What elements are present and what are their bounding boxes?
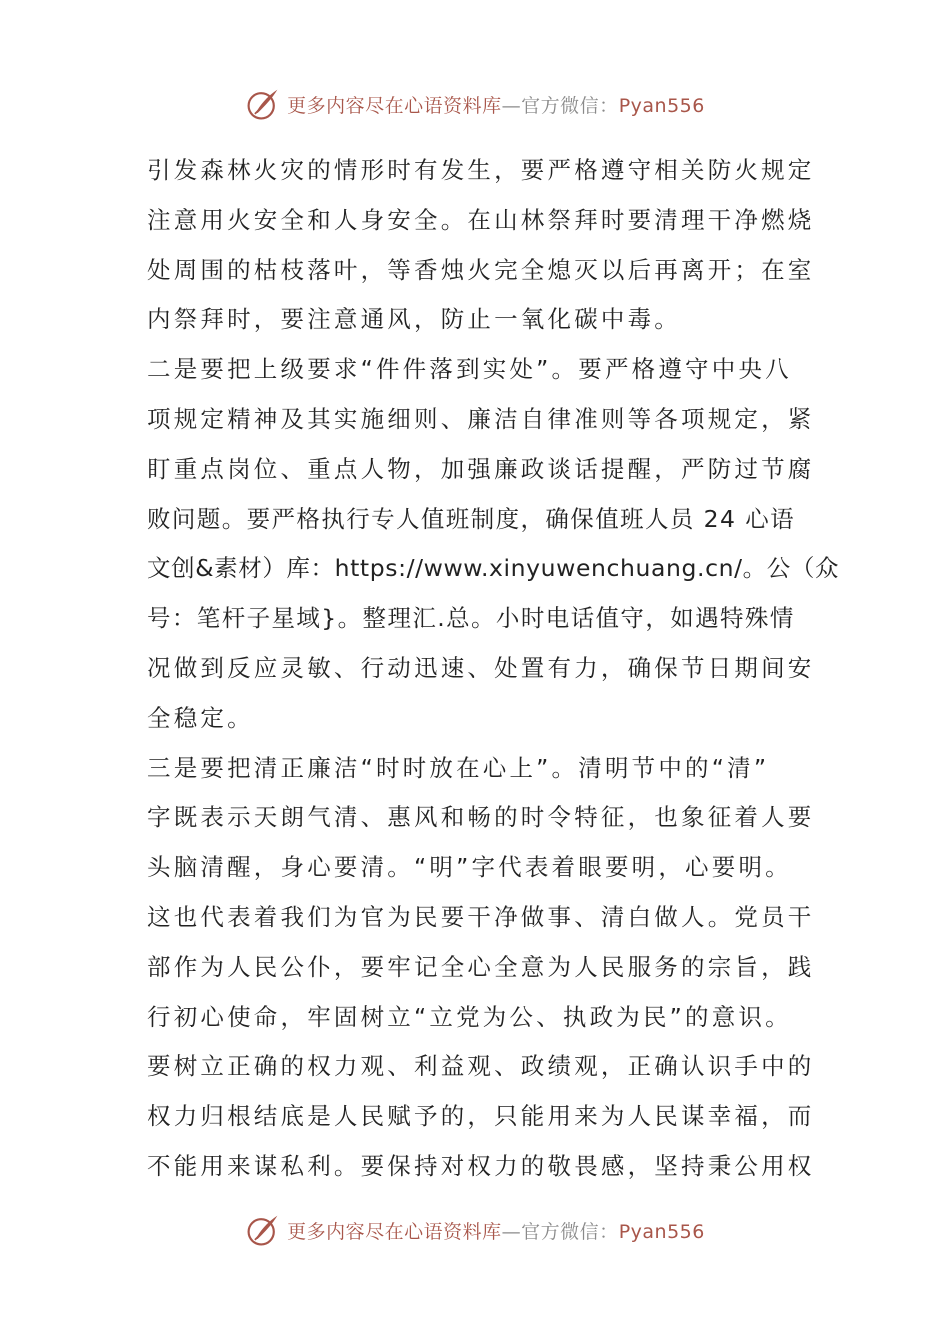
banner-dash: — xyxy=(501,94,522,117)
body-line: 字既表示天朗气清、惠风和畅的时令特征，也象征着人要 xyxy=(147,803,815,832)
banner-wechat-id: Pyan556 xyxy=(618,94,705,117)
banner-main-text: 更多内容尽在心语资料库 xyxy=(287,1220,502,1243)
body-line: 内祭拜时，要注意通风，防止一氧化碳中毒。 xyxy=(147,305,681,334)
body-line: 要树立正确的权力观、利益观、政绩观，正确认识手中的 xyxy=(147,1052,815,1081)
body-line: 行初心使命，牢固树立“立党为公、执政为民”的意识。 xyxy=(147,1002,792,1031)
body-line: 败问题。要严格执行专人值班制度，确保值班人员 24 心语 xyxy=(147,504,796,533)
body-line: 不能用来谋私利。要保持对权力的敬畏感，坚持秉公用权 xyxy=(147,1151,815,1180)
body-line: 头脑清醒，身心要清。“明”字代表着眼要明，心要明。 xyxy=(147,853,792,882)
banner-official-label: 官方微信： xyxy=(521,1220,619,1243)
quill-pen-logo-icon xyxy=(245,1212,281,1248)
body-line: 三是要把清正廉洁“时时放在心上”。清明节中的“清” xyxy=(147,753,770,782)
body-line: 处周围的枯枝落叶，等香烛火完全熄灭以后再离开；在室 xyxy=(147,255,815,284)
body-line: 权力归根结底是人民赋予的，只能用来为人民谋幸福，而 xyxy=(147,1102,815,1131)
banner-official-label: 官方微信： xyxy=(521,94,619,117)
quill-pen-logo-icon xyxy=(245,86,281,122)
banner-text xyxy=(287,1217,705,1244)
body-line: 部作为人民公仆，要牢记全心全意为人民服务的宗旨，践 xyxy=(147,952,815,981)
body-line: 二是要把上级要求“件件落到实处”。要严格遵守中央八 xyxy=(147,355,792,384)
body-line: 这也代表着我们为官为民要干净做事、清白做人。党员干 xyxy=(147,902,815,931)
banner-main-text: 更多内容尽在心语资料库 xyxy=(287,94,502,117)
body-line: 盯重点岗位、重点人物，加强廉政谈话提醒，严防过节腐 xyxy=(147,454,815,483)
header-banner xyxy=(0,84,950,124)
banner-dash: — xyxy=(501,1220,522,1243)
body-line: 况做到反应灵敏、行动迅速、处置有力，确保节日期间安 xyxy=(147,653,815,682)
banner-wechat-id: Pyan556 xyxy=(618,1220,705,1243)
document-body xyxy=(147,146,840,1192)
body-line: 号：笔杆子星域}。整理汇.总。小时电话值守，如遇特殊情 xyxy=(147,604,795,633)
body-line: 注意用火安全和人身安全。在山林祭拜时要清理干净燃烧 xyxy=(147,205,815,234)
body-line: 项规定精神及其实施细则、廉洁自律准则等各项规定，紧 xyxy=(147,404,815,433)
footer-banner xyxy=(0,1210,950,1250)
body-line: 引发森林火灾的情形时有发生，要严格遵守相关防火规定 xyxy=(147,156,815,184)
banner-text xyxy=(287,91,705,118)
body-line: 全稳定。 xyxy=(147,703,254,732)
body-line: 文创&素材）库：https://www.xinyuwenchuang.cn/。公（众 xyxy=(147,554,840,583)
